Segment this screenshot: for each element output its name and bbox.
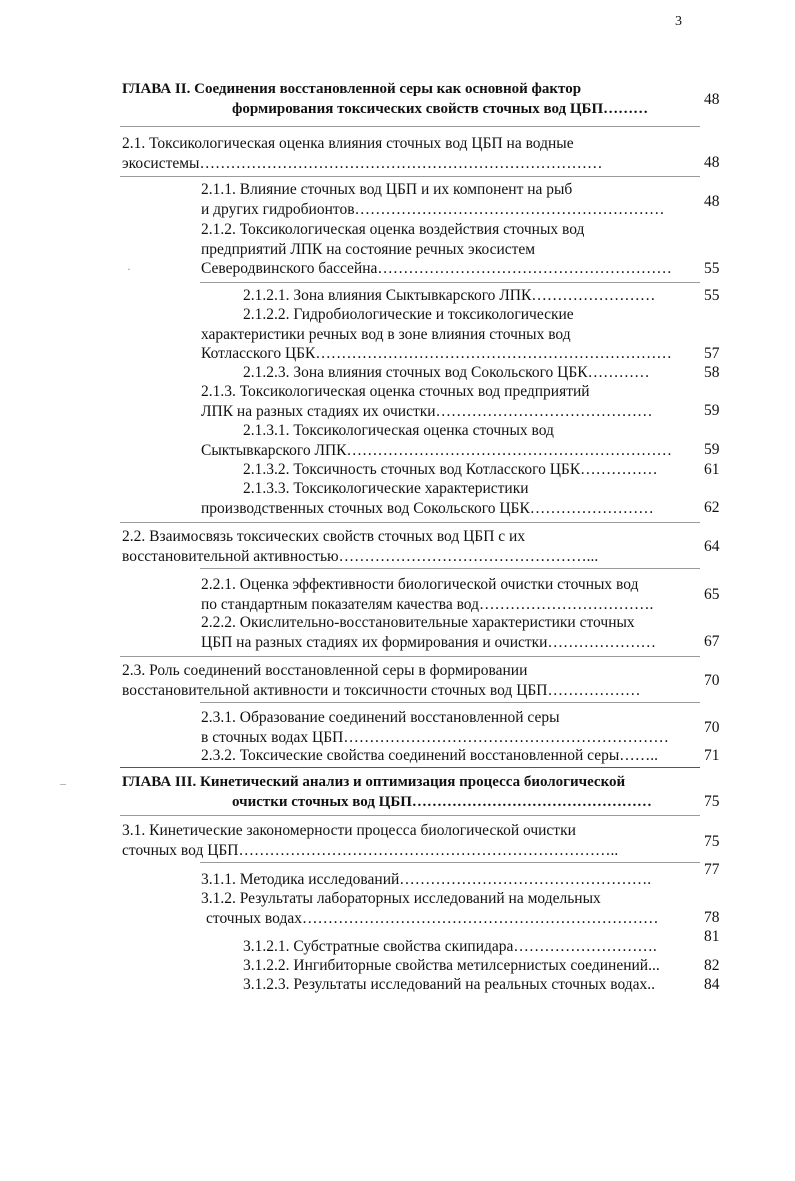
toc-entry-2-1-1 — [201, 180, 697, 219]
page-ref: 82 — [704, 957, 720, 974]
page-ref: 48 — [704, 91, 720, 108]
toc-line: производственных сточных вод Сокольского ЦБК…………………… — [201, 499, 654, 517]
page-ref: 48 — [704, 193, 720, 210]
toc-line: 2.3.1. Образование соединений восстановленной серы — [201, 709, 560, 726]
toc-entry-2-3 — [122, 661, 697, 700]
toc-entry-2-1-2-1 — [243, 286, 697, 306]
toc-entry-2-1 — [122, 134, 697, 173]
toc-line: 3.1.1. Методика исследований…………………………………………. — [201, 871, 652, 888]
toc-line: 2.1.3.3. Токсикологические характеристики — [243, 480, 529, 497]
toc-line: формирования токсических свойств сточных вод ЦБП……… — [232, 100, 649, 117]
toc-line: ГЛАВА II. Соединения восстановленной серы как основной фактор — [122, 81, 582, 97]
toc-line: 2.2.2. Окислительно-восстановительные характеристики сточных — [201, 614, 635, 631]
toc-line: 2.1.2.1. Зона влияния Сыктывкарского ЛПК…………………… — [243, 287, 656, 304]
divider — [120, 126, 700, 127]
page-ref: 75 — [704, 793, 720, 810]
toc-entry-chapter-3 — [122, 773, 697, 812]
toc-line: сточных вод ЦБП……………………………………………………………….. — [122, 841, 619, 859]
toc-line: 2.1.2.2. Гидробиологические и токсикологические — [243, 306, 574, 323]
toc-entry-3-1-2 — [201, 889, 697, 928]
toc-entry-3-1-2-1 — [243, 937, 697, 957]
toc-entry-2-2-1 — [201, 575, 697, 614]
divider — [200, 282, 700, 283]
toc-line: 2.3. Роль соединений восстановленной серы в формировании — [122, 662, 528, 679]
toc-line: в сточных водах ЦБП……………………………………………………… — [201, 728, 669, 746]
page-ref: 59 — [704, 441, 720, 458]
toc-entry-3-1-2-3 — [243, 975, 697, 995]
toc-line: 3.1.2. Результаты лабораторных исследований на модельных — [201, 890, 601, 907]
toc-entry-2-1-3-2 — [243, 460, 697, 480]
toc-line: 3.1.2.2. Ингибиторные свойства метилсернистых соединений... — [243, 957, 660, 974]
toc-entry-2-2 — [122, 527, 697, 566]
toc-line: Котласского ЦБК…………………………………………………………… — [201, 345, 672, 362]
divider — [120, 522, 700, 523]
toc-line: 2.1.3.1. Токсикологическая оценка сточных вод — [243, 422, 554, 439]
toc-line: 2.1.3. Токсикологическая оценка сточных вод предприятий — [201, 383, 590, 400]
page-ref: 65 — [704, 586, 720, 603]
toc-line: Сыктывкарского ЛПК……………………………………………………… — [201, 441, 673, 459]
toc-entry-2-2-2 — [201, 613, 697, 652]
scan-mark: · — [127, 262, 131, 276]
toc-entry-3-1-1 — [201, 870, 697, 890]
toc-line: 2.1.2.3. Зона влияния сточных вод Сокольского ЦБК………… — [243, 364, 650, 381]
toc-line: ЦБП на разных стадиях их формирования и очистки………………… — [201, 633, 656, 651]
toc-entry-3-1 — [122, 821, 697, 860]
toc-line: ЛПК на разных стадиях их очистки…………………………………… — [201, 402, 653, 420]
toc-line: характеристики речных вод в зоне влияния сточных вод — [201, 325, 571, 343]
toc-line: восстановительной активностью…………………………………………... — [122, 547, 599, 565]
toc-entry-2-1-2 — [201, 220, 697, 279]
page-ref: 78 — [704, 909, 720, 926]
divider — [120, 176, 700, 177]
page-number: 3 — [675, 14, 682, 29]
toc-line: и других гидробионтов…………………………………………………… — [201, 200, 665, 218]
toc-line: очистки сточных вод ЦБП………………………………………… — [232, 793, 652, 810]
toc-line: 2.1.2. Токсикологическая оценка воздействия сточных вод — [201, 221, 585, 238]
page-ref: 48 — [704, 154, 720, 171]
toc-line: экосистемы…………………………………………………………………… — [122, 154, 603, 172]
divider — [200, 862, 700, 863]
divider — [200, 568, 700, 569]
page-ref: 57 — [704, 345, 720, 362]
page-ref: 58 — [704, 364, 720, 381]
toc-line: 2.1. Токсикологическая оценка влияния сточных вод ЦБП на водные — [122, 135, 574, 152]
page-ref: 70 — [704, 719, 720, 736]
page-ref: 81 — [704, 928, 720, 945]
toc-entry-2-3-1 — [201, 708, 697, 747]
divider — [200, 702, 700, 703]
toc-entry-2-1-3 — [201, 382, 697, 421]
toc-entry-chapter-2 — [122, 80, 697, 119]
page-ref: 55 — [704, 260, 720, 277]
toc-line: 2.1.1. Влияние сточных вод ЦБП и их компонент на рыб — [201, 181, 573, 198]
scan-mark: – — [60, 776, 66, 790]
page-ref: 61 — [704, 461, 720, 478]
toc-line: 3.1.2.1. Субстратные свойства скипидара………………………. — [243, 938, 657, 955]
divider — [120, 767, 700, 768]
page-ref: 59 — [704, 402, 720, 419]
page-ref: 55 — [704, 287, 720, 304]
page-ref: 70 — [704, 672, 720, 689]
page-ref: 67 — [704, 633, 720, 650]
toc-entry-2-1-3-1 — [201, 421, 697, 460]
toc-entry-2-1-2-3 — [243, 363, 697, 383]
toc-line: 3.1. Кинетические закономерности процесса биологической очистки — [122, 822, 576, 839]
toc-line: 2.3.2. Токсические свойства соединений восстановленной серы…….. — [201, 747, 659, 764]
toc-entry-2-1-2-2 — [201, 305, 697, 364]
page-ref: 75 — [704, 833, 720, 850]
toc-line: ГЛАВА III. Кинетический анализ и оптимизация процесса биологической — [122, 774, 626, 790]
page-ref: 71 — [704, 747, 720, 764]
toc-entry-2-1-3-3 — [201, 479, 697, 518]
toc-line: восстановительной активности и токсичности сточных вод ЦБП……………… — [122, 681, 641, 699]
page-ref: 62 — [704, 499, 720, 516]
toc-line: по стандартным показателям качества вод……………………………. — [201, 595, 654, 613]
toc-line: 3.1.2.3. Результаты исследований на реальных сточных водах.. — [243, 976, 656, 993]
toc-line: предприятий ЛПК на состояние речных экосистем — [201, 240, 536, 258]
divider — [120, 815, 700, 816]
divider — [120, 656, 700, 657]
toc-entry-3-1-2-2 — [243, 956, 697, 976]
toc-line: сточных водах…………………………………………………………… — [206, 909, 659, 927]
page-ref: 77 — [704, 861, 720, 878]
toc-line: Северодвинского бассейна………………………………………………… — [201, 260, 672, 277]
page-ref: 84 — [704, 976, 720, 993]
toc-line: 2.2. Взаимосвязь токсических свойств сточных вод ЦБП с их — [122, 528, 526, 545]
page-ref: 64 — [704, 538, 720, 555]
toc-line: 2.1.3.2. Токсичность сточных вод Котласского ЦБК…………… — [243, 461, 658, 478]
toc-line: 2.2.1. Оценка эффективности биологической очистки сточных вод — [201, 576, 639, 593]
toc-entry-2-3-2 — [201, 746, 697, 766]
